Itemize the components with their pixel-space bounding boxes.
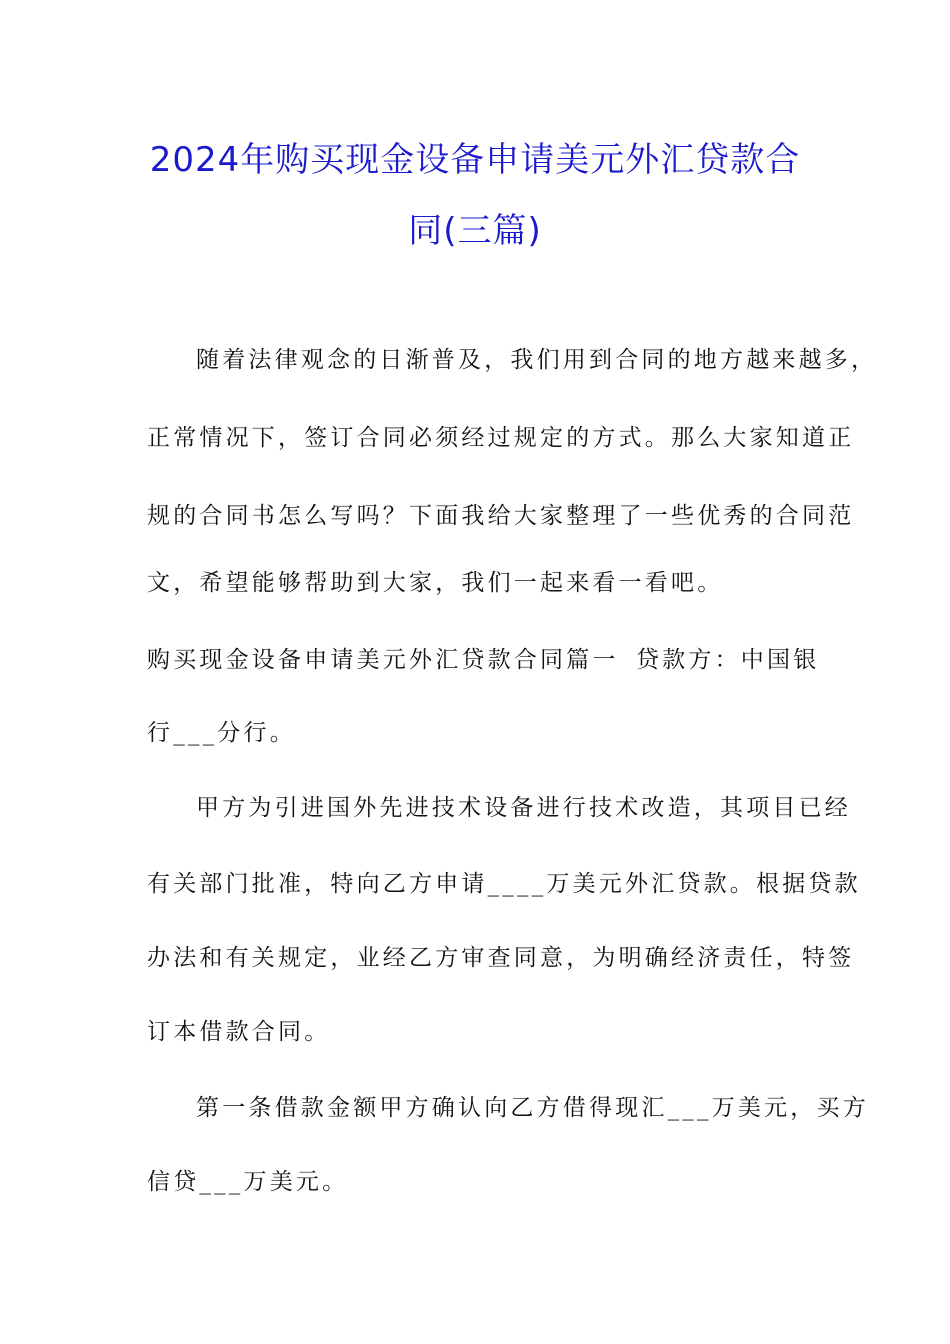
intro-paragraph-line: 规的合同书怎么写吗？下面我给大家整理了一些优秀的合同范 xyxy=(147,503,855,529)
intro-paragraph-line: 正常情况下，签订合同必须经过规定的方式。那么大家知道正 xyxy=(147,425,855,451)
article-one-line: 第一条借款金额甲方确认向乙方借得现汇___万美元，买方 xyxy=(196,1095,869,1121)
body-paragraph-line: 办法和有关规定，业经乙方审查同意，为明确经济责任，特签 xyxy=(147,945,855,971)
lender-continuation: 行___分行。 xyxy=(147,720,296,746)
lender-label: 贷款方：中国银 xyxy=(636,647,820,673)
document-title-line-1: 2024年购买现金设备申请美元外汇贷款合 xyxy=(149,140,801,180)
body-paragraph-line: 有关部门批准，特向乙方申请____万美元外汇贷款。根据贷款 xyxy=(147,871,861,897)
intro-paragraph-line: 随着法律观念的日渐普及，我们用到合同的地方越来越多， xyxy=(196,347,878,373)
document-title-line-2: 同(三篇) xyxy=(408,211,542,251)
body-paragraph-line: 甲方为引进国外先进技术设备进行技术改造，其项目已经 xyxy=(196,795,851,821)
body-paragraph-line: 订本借款合同。 xyxy=(147,1019,331,1045)
article-one-line: 信贷___万美元。 xyxy=(147,1169,349,1195)
intro-paragraph-line: 文，希望能够帮助到大家，我们一起来看一看吧。 xyxy=(147,570,724,596)
section-heading: 购买现金设备申请美元外汇贷款合同篇一 xyxy=(147,647,619,673)
